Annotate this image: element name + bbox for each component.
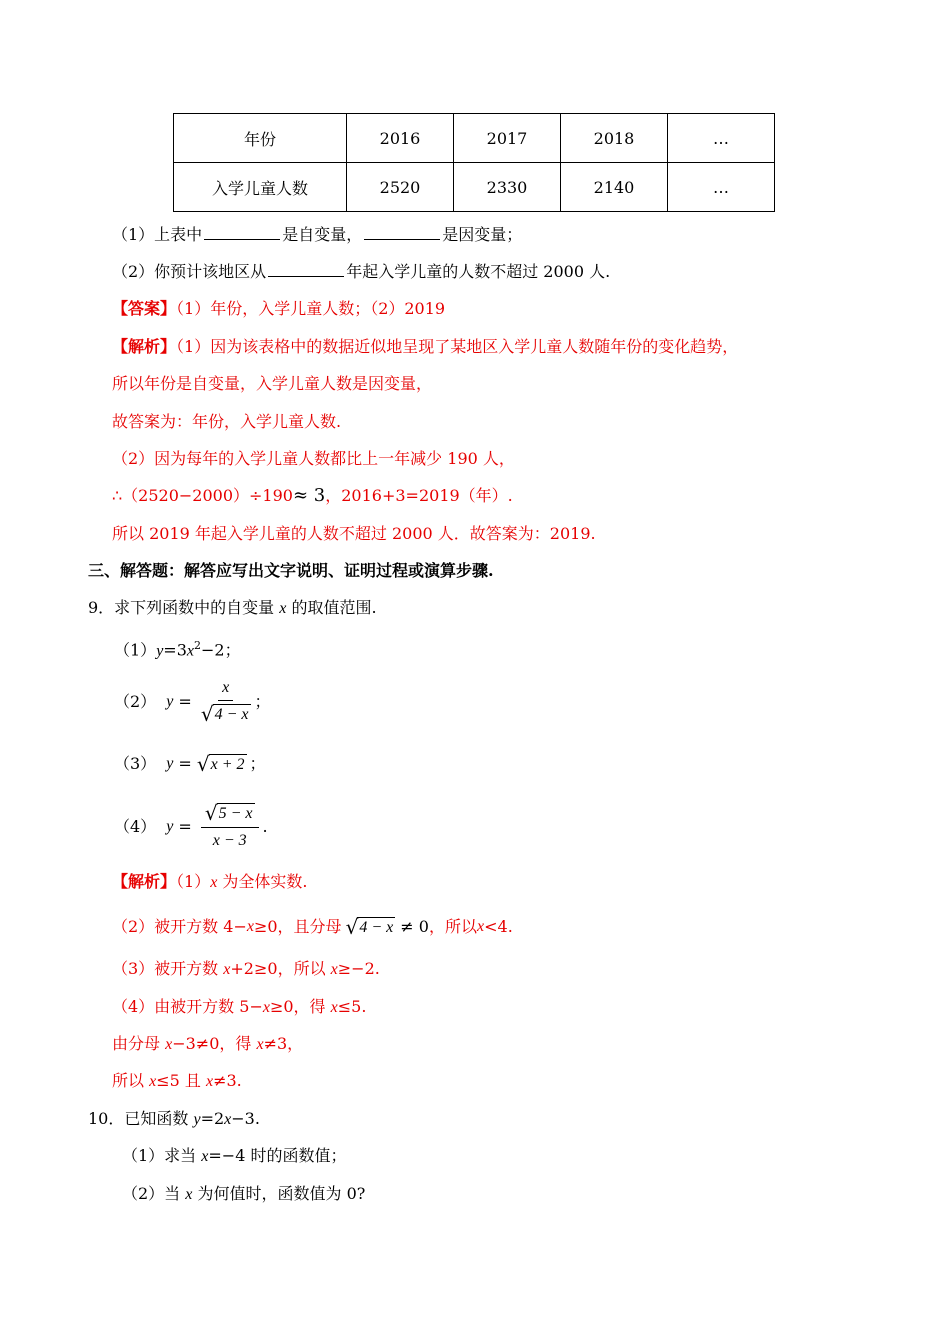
- variable-y: y: [166, 693, 174, 710]
- analysis-text: −3≠0，得: [172, 1034, 257, 1053]
- table-row: [174, 114, 775, 163]
- analysis-text: （3）被开方数: [112, 959, 224, 978]
- table-cell: …: [668, 114, 775, 163]
- variable-y: y: [156, 642, 164, 660]
- table-cell: 2330: [454, 163, 561, 212]
- variable-x: x: [262, 999, 270, 1016]
- radical-sign: √: [196, 751, 210, 776]
- q10-part1-text: =−4 时的函数值；: [208, 1146, 347, 1165]
- radical-sign: √: [200, 702, 214, 726]
- radicand: x + 2: [210, 755, 245, 773]
- analysis-text: ≥0，得: [269, 997, 331, 1016]
- punct: ；: [249, 754, 266, 773]
- table-cell: 2018: [561, 114, 668, 163]
- table-cell: …: [668, 163, 775, 212]
- variable-x: x: [205, 1073, 214, 1090]
- q8-part1-text: 是因变量；: [442, 225, 523, 244]
- table-cell: 2017: [454, 114, 561, 163]
- analysis-text: ≠3，: [263, 1034, 304, 1053]
- variable-x: x: [186, 642, 194, 660]
- equals-sign: =: [173, 754, 197, 773]
- analysis-text: ≤5 且: [156, 1071, 206, 1090]
- expr-text: −2；: [201, 640, 241, 660]
- variable-x: x: [246, 918, 254, 935]
- radicand: 5 − x: [218, 805, 253, 822]
- analysis-line: [112, 958, 380, 981]
- q9-part2: [114, 677, 271, 727]
- variable-x: x: [201, 1148, 209, 1165]
- sqrt: [196, 751, 247, 776]
- analysis-text: ≥0，且分母: [253, 917, 342, 936]
- answer-blank: [268, 262, 344, 277]
- q9-part4: [114, 802, 268, 852]
- not-equal-expr: ≠ 0: [395, 917, 429, 936]
- table-cell: 2140: [561, 163, 668, 212]
- radicand: 4 − x: [359, 918, 394, 936]
- variable-y: y: [166, 755, 174, 772]
- analysis-text: ≠3.: [213, 1071, 242, 1090]
- part-label: （1）: [114, 640, 157, 660]
- q10-stem-text: =2: [200, 1109, 225, 1128]
- q10-part2: [122, 1183, 365, 1206]
- variable-x: x: [224, 1111, 232, 1128]
- analysis-text: ∴（2520−2000）÷190: [112, 486, 293, 505]
- equals-sign: =: [173, 692, 197, 711]
- radical-sign: √: [345, 914, 359, 939]
- variable-x: x: [330, 961, 338, 978]
- analysis-line: [112, 485, 513, 507]
- analysis-tag: 【解析】: [112, 872, 177, 891]
- analysis-text: ≥−2.: [337, 959, 380, 978]
- q8-part2-text: 年起入学儿童的人数不超过 2000 人.: [346, 262, 611, 281]
- punct: ；: [254, 692, 271, 711]
- fraction: [201, 678, 251, 726]
- q10-part1-text: （1）求当: [122, 1146, 202, 1165]
- q9-part3: [114, 752, 266, 776]
- analysis-text: ，2016+3=2019（年）.: [325, 486, 513, 505]
- approx-symbol: ≈ 3: [292, 485, 326, 506]
- variable-y: y: [193, 1111, 201, 1128]
- analysis-line: 所以 2019 年起入学儿童的人数不超过 2000 人．故答案为：2019.: [112, 524, 596, 543]
- answer-blank: [204, 225, 280, 240]
- analysis-line: [112, 996, 366, 1019]
- radicand: 4 − x: [214, 706, 249, 723]
- q8-part1-text: （1）上表中: [112, 225, 203, 244]
- analysis-line: [112, 1033, 303, 1056]
- part-label: （3）: [114, 754, 157, 773]
- radical-sign: √: [204, 801, 218, 825]
- part-label: （4）: [114, 817, 157, 836]
- variable-x: x: [256, 1036, 264, 1053]
- variable-x: x: [149, 1073, 157, 1090]
- analysis-text: ≤5.: [337, 997, 367, 1016]
- q10-part1: [122, 1145, 346, 1168]
- q9-stem-text: 9．求下列函数中的自变量: [88, 598, 280, 617]
- analysis-tag: 【解析】: [112, 337, 177, 356]
- table-cell: 年份: [174, 114, 347, 163]
- q8-part1: [112, 224, 522, 246]
- analysis-line: [112, 871, 308, 894]
- q10-part2-text: （2）当: [122, 1184, 186, 1203]
- table-cell: 2520: [347, 163, 454, 212]
- answer-text: （1）年份，入学儿童人数；（2）2019: [176, 299, 446, 318]
- q10-stem: [88, 1108, 260, 1131]
- variable-x: x: [279, 600, 287, 617]
- variable-x: x: [185, 1186, 193, 1203]
- variable-x: x: [223, 961, 231, 978]
- variable-x: x: [330, 999, 338, 1016]
- analysis-text: ，所以: [428, 917, 477, 936]
- q9-stem-text: 的取值范围.: [286, 598, 377, 617]
- sqrt: [201, 704, 251, 725]
- q10-part2-text: 为何值时，函数值为 0?: [192, 1184, 366, 1203]
- variable-y: y: [166, 818, 174, 835]
- fraction: [201, 803, 259, 851]
- expr-text: =3: [163, 640, 187, 660]
- part-label: （2）: [114, 692, 157, 711]
- analysis-text: <4.: [484, 917, 513, 936]
- answer-tag: 【答案】: [112, 299, 177, 318]
- answer-blank: [364, 225, 440, 240]
- analysis-text: （1）因为该表格中的数据近似地呈现了某地区入学儿童人数随年份的变化趋势，: [176, 337, 739, 356]
- q10-stem-text: −3.: [231, 1109, 260, 1128]
- variable-x: x: [210, 874, 218, 891]
- q9-stem: [88, 597, 377, 620]
- q9-part1: [114, 635, 241, 662]
- numerator: [201, 803, 259, 828]
- denominator: [201, 701, 251, 726]
- variable-x: x: [165, 1036, 173, 1053]
- analysis-text: （4）由被开方数 5−: [112, 997, 263, 1016]
- analysis-line: [112, 336, 738, 358]
- punct: .: [262, 817, 268, 836]
- sqrt: [345, 914, 396, 939]
- analysis-line: 所以年份是自变量，入学儿童人数是因变量，: [112, 374, 433, 393]
- table-cell: 2016: [347, 114, 454, 163]
- analysis-text: 为全体实数.: [217, 872, 308, 891]
- analysis-text: （2）被开方数 4−: [112, 917, 247, 936]
- q8-part2: [112, 261, 610, 283]
- table-cell: 入学儿童人数: [174, 163, 347, 212]
- variable-x: x: [477, 918, 485, 935]
- analysis-text: （1）: [176, 872, 211, 891]
- analysis-line: [112, 1070, 242, 1093]
- q8-part1-text: 是自变量，: [282, 225, 363, 244]
- analysis-text: 所以: [112, 1071, 150, 1090]
- exponent: 2: [194, 639, 201, 652]
- analysis-text: 由分母: [112, 1034, 166, 1053]
- data-table: [173, 113, 775, 212]
- analysis-line: （2）因为每年的入学儿童人数都比上一年减少 190 人，: [112, 449, 515, 468]
- section-heading: 三、解答题：解答应写出文字说明、证明过程或演算步骤.: [88, 561, 494, 580]
- q8-part2-text: （2）你预计该地区从: [112, 262, 267, 281]
- denominator: x − 3: [212, 832, 247, 849]
- table-row: [174, 163, 775, 212]
- analysis-text: +2≥0，所以: [230, 959, 331, 978]
- analysis-line: 故答案为：年份，入学儿童人数.: [112, 412, 342, 431]
- sqrt: [205, 803, 255, 824]
- numerator: x: [218, 678, 233, 701]
- answer-line: [112, 298, 445, 320]
- q10-stem-text: 10．已知函数: [88, 1109, 194, 1128]
- analysis-line: [112, 914, 513, 940]
- equals-sign: =: [173, 817, 197, 836]
